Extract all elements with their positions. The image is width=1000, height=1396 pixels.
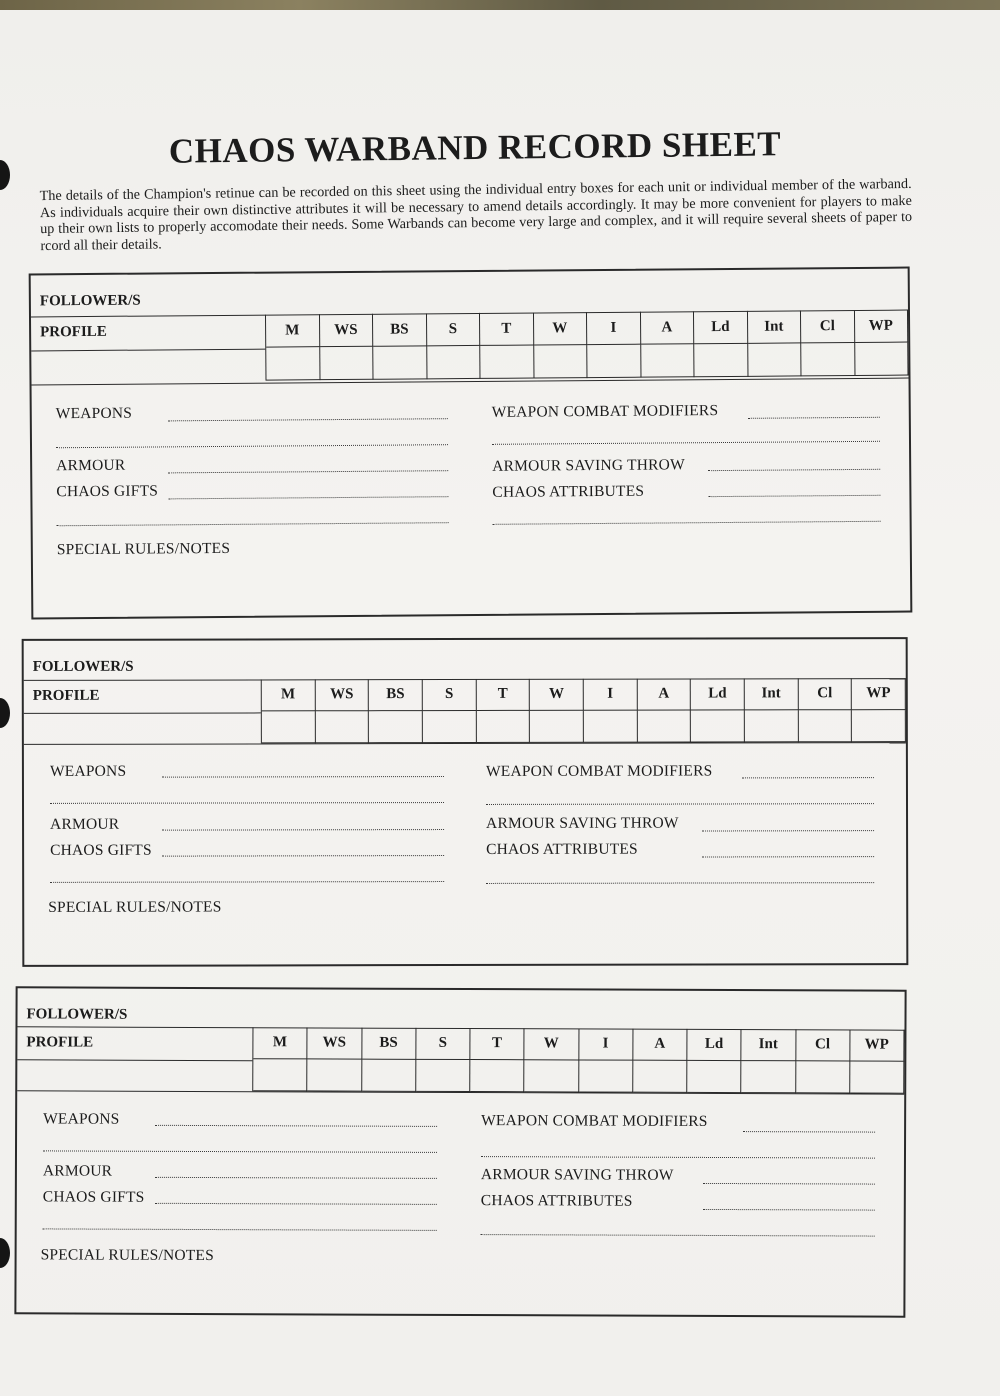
- chaos-attributes-line[interactable]: [703, 1209, 875, 1211]
- armour-saving-throw-label: ARMOUR SAVING THROW: [486, 814, 679, 832]
- armour-label: ARMOUR: [42, 1162, 113, 1180]
- armour-saving-throw-label: ARMOUR SAVING THROW: [480, 1166, 674, 1184]
- stat-value-box[interactable]: [741, 1061, 795, 1093]
- stat-value-box[interactable]: [584, 711, 638, 743]
- follower-record-3: [14, 986, 906, 1317]
- stat-value-box[interactable]: [476, 711, 530, 743]
- stat-header: M: [253, 1027, 307, 1059]
- special-rules-label: SPECIAL RULES/NOTES: [40, 1246, 214, 1265]
- stat-header: Int: [747, 310, 801, 343]
- chaos-attributes-label: CHAOS ATTRIBUTES: [486, 840, 638, 858]
- weapons-label: WEAPONS: [43, 1110, 120, 1128]
- chaos-attributes-line[interactable]: [702, 856, 874, 857]
- profile-label: PROFILE: [32, 687, 100, 704]
- stat-value-box[interactable]: [362, 1060, 416, 1092]
- stat-header: Int: [745, 678, 799, 710]
- stat-header: Ld: [694, 311, 748, 344]
- stat-header: W: [530, 679, 584, 711]
- stat-value-box[interactable]: [633, 1061, 687, 1093]
- chaos-gifts-line[interactable]: [162, 855, 444, 857]
- background-strip: [0, 0, 1000, 10]
- weapon-combat-modifiers-label: WEAPON COMBAT MODIFIERS: [481, 1112, 708, 1130]
- chaos-gifts-label: CHAOS GIFTS: [42, 1188, 145, 1206]
- stat-value-box[interactable]: [579, 1060, 633, 1092]
- stat-header: WS: [308, 1027, 362, 1059]
- stat-value-box[interactable]: [373, 346, 427, 379]
- chaos-gifts-line[interactable]: [155, 1203, 437, 1205]
- weapons-line-2[interactable]: [43, 1150, 437, 1153]
- stat-value-box[interactable]: [262, 711, 316, 743]
- stat-header: WS: [319, 314, 373, 347]
- stat-value-box[interactable]: [315, 711, 369, 743]
- follower-record-2: [22, 637, 909, 967]
- stat-value-box[interactable]: [480, 346, 534, 379]
- weapons-line-2[interactable]: [50, 802, 444, 804]
- stat-value-box[interactable]: [798, 710, 852, 742]
- divider: [24, 712, 261, 713]
- chaos-attributes-line-2[interactable]: [486, 882, 874, 884]
- stat-value-box[interactable]: [524, 1060, 578, 1092]
- profile-label: PROFILE: [26, 1034, 94, 1051]
- stat-header: I: [587, 312, 641, 345]
- stat-header: BS: [369, 679, 423, 711]
- stat-header: T: [476, 679, 530, 711]
- stat-header: Cl: [801, 310, 855, 343]
- stat-value-box[interactable]: [796, 1061, 850, 1093]
- stat-header: S: [426, 313, 480, 346]
- chaos-gifts-line-2[interactable]: [50, 881, 444, 883]
- armour-saving-throw-label: ARMOUR SAVING THROW: [492, 456, 685, 475]
- follower-record-1: [29, 267, 913, 620]
- armour-saving-throw-line[interactable]: [703, 1183, 875, 1185]
- chaos-attributes-line[interactable]: [708, 495, 880, 497]
- stat-header: Cl: [796, 1029, 850, 1061]
- chaos-attributes-line-2[interactable]: [493, 521, 881, 525]
- stat-value-box[interactable]: [691, 710, 745, 742]
- stat-value-box[interactable]: [416, 1060, 470, 1092]
- stat-header: S: [416, 1028, 470, 1060]
- stat-header: A: [633, 1029, 687, 1061]
- stat-header: I: [579, 1028, 633, 1060]
- stat-header: Int: [742, 1029, 796, 1061]
- stat-header: T: [470, 1028, 524, 1060]
- stat-value-box[interactable]: [748, 343, 802, 376]
- profile-stat-grid: [252, 1027, 904, 1094]
- weapons-line-2[interactable]: [56, 444, 448, 448]
- profile-stat-grid: [265, 310, 908, 381]
- stat-value-box[interactable]: [530, 711, 584, 743]
- stat-header: WP: [854, 310, 908, 343]
- stat-value-box[interactable]: [852, 710, 906, 742]
- weapons-line[interactable]: [168, 418, 448, 421]
- divider: [17, 1059, 252, 1061]
- chaos-gifts-label: CHAOS GIFTS: [50, 841, 152, 859]
- stat-header: S: [423, 679, 477, 711]
- armour-label: ARMOUR: [50, 815, 120, 833]
- stat-value-box[interactable]: [745, 710, 799, 742]
- profile-label: PROFILE: [40, 323, 107, 341]
- divider: [31, 349, 265, 352]
- stat-header: W: [525, 1028, 579, 1060]
- stat-value-box[interactable]: [855, 343, 909, 376]
- divider: [24, 742, 906, 745]
- stat-header: Ld: [691, 678, 745, 710]
- stat-header: M: [262, 679, 316, 711]
- stat-value-box[interactable]: [307, 1059, 361, 1091]
- stat-header: A: [637, 679, 691, 711]
- weapon-combat-modifiers-line-2[interactable]: [481, 1156, 875, 1159]
- stat-value-box[interactable]: [801, 343, 855, 376]
- stat-value-box[interactable]: [320, 347, 374, 380]
- chaos-gifts-line-2[interactable]: [57, 522, 449, 526]
- armour-line[interactable]: [168, 470, 448, 473]
- weapon-combat-modifiers-line[interactable]: [742, 777, 874, 778]
- armour-saving-throw-line[interactable]: [702, 830, 874, 831]
- armour-label: ARMOUR: [56, 456, 126, 475]
- stat-value-box[interactable]: [641, 344, 695, 377]
- weapons-label: WEAPONS: [49, 762, 127, 780]
- stat-value-box[interactable]: [266, 347, 320, 380]
- weapon-combat-modifiers-label: WEAPON COMBAT MODIFIERS: [485, 762, 713, 780]
- binder-hole: [0, 698, 10, 728]
- stat-value-box[interactable]: [850, 1061, 904, 1093]
- weapon-combat-modifiers-line[interactable]: [748, 417, 880, 419]
- armour-line[interactable]: [155, 1177, 437, 1179]
- stat-header: BS: [362, 1028, 416, 1060]
- binder-hole: [0, 1238, 10, 1268]
- chaos-attributes-label: CHAOS ATTRIBUTES: [492, 482, 645, 501]
- stat-header: Cl: [798, 678, 852, 710]
- stat-header: Ld: [687, 1029, 741, 1061]
- chaos-gifts-line-2[interactable]: [43, 1228, 437, 1231]
- stat-header: A: [640, 311, 694, 344]
- chaos-attributes-label: CHAOS ATTRIBUTES: [480, 1192, 633, 1210]
- follower-label: FOLLOWER/S: [26, 1006, 128, 1023]
- chaos-gifts-line[interactable]: [168, 496, 448, 499]
- stat-header: WS: [315, 679, 369, 711]
- stat-header: W: [533, 312, 587, 345]
- stat-header: BS: [373, 313, 427, 346]
- intro-paragraph: The details of the Champion's retinue can be recorded on this sheet using the individual entry boxes for each unit or individual member of the warband. As individuals acquire their own distinctive attributes it will be necessary to amend details accordingly. It may be more convenient for players to make up their own lists to properly accomodate their needs. Some Warbands can become very large and complex, and it will require several sheets of paper to rcord all their details.: [39, 175, 913, 254]
- weapon-combat-modifiers-label: WEAPON COMBAT MODIFIERS: [491, 402, 719, 421]
- weapon-combat-modifiers-line-2[interactable]: [492, 441, 880, 445]
- follower-label: FOLLOWER/S: [39, 292, 141, 310]
- chaos-gifts-label: CHAOS GIFTS: [56, 482, 159, 501]
- stat-header: I: [584, 679, 638, 711]
- stat-value-box[interactable]: [587, 345, 641, 378]
- follower-label: FOLLOWER/S: [32, 658, 134, 675]
- weapons-line[interactable]: [162, 776, 444, 778]
- special-rules-label: SPECIAL RULES/NOTES: [56, 539, 231, 559]
- weapons-label: WEAPONS: [55, 404, 133, 423]
- armour-saving-throw-line[interactable]: [708, 469, 880, 471]
- stat-value-box[interactable]: [369, 711, 423, 743]
- stat-header: WP: [850, 1029, 904, 1061]
- page-title: CHAOS WARBAND RECORD SHEET: [168, 124, 782, 171]
- record-sheet-page: [0, 10, 1000, 1396]
- weapon-combat-modifiers-line-2[interactable]: [486, 803, 874, 805]
- profile-stat-grid: [261, 678, 906, 743]
- stat-value-box[interactable]: [427, 346, 481, 379]
- stat-header: M: [266, 314, 320, 347]
- stat-value-box[interactable]: [687, 1061, 741, 1093]
- stat-header: T: [480, 313, 534, 346]
- stat-value-box[interactable]: [470, 1060, 524, 1092]
- stat-value-box[interactable]: [253, 1059, 307, 1091]
- stat-value-box[interactable]: [534, 345, 588, 378]
- weapons-line[interactable]: [155, 1125, 437, 1127]
- stat-value-box[interactable]: [694, 344, 748, 377]
- weapon-combat-modifiers-line[interactable]: [743, 1131, 875, 1133]
- stat-value-box[interactable]: [637, 711, 691, 743]
- chaos-attributes-line-2[interactable]: [481, 1234, 875, 1237]
- special-rules-label: SPECIAL RULES/NOTES: [48, 898, 222, 916]
- stat-header: WP: [852, 678, 906, 710]
- armour-line[interactable]: [162, 829, 444, 831]
- stat-value-box[interactable]: [423, 711, 477, 743]
